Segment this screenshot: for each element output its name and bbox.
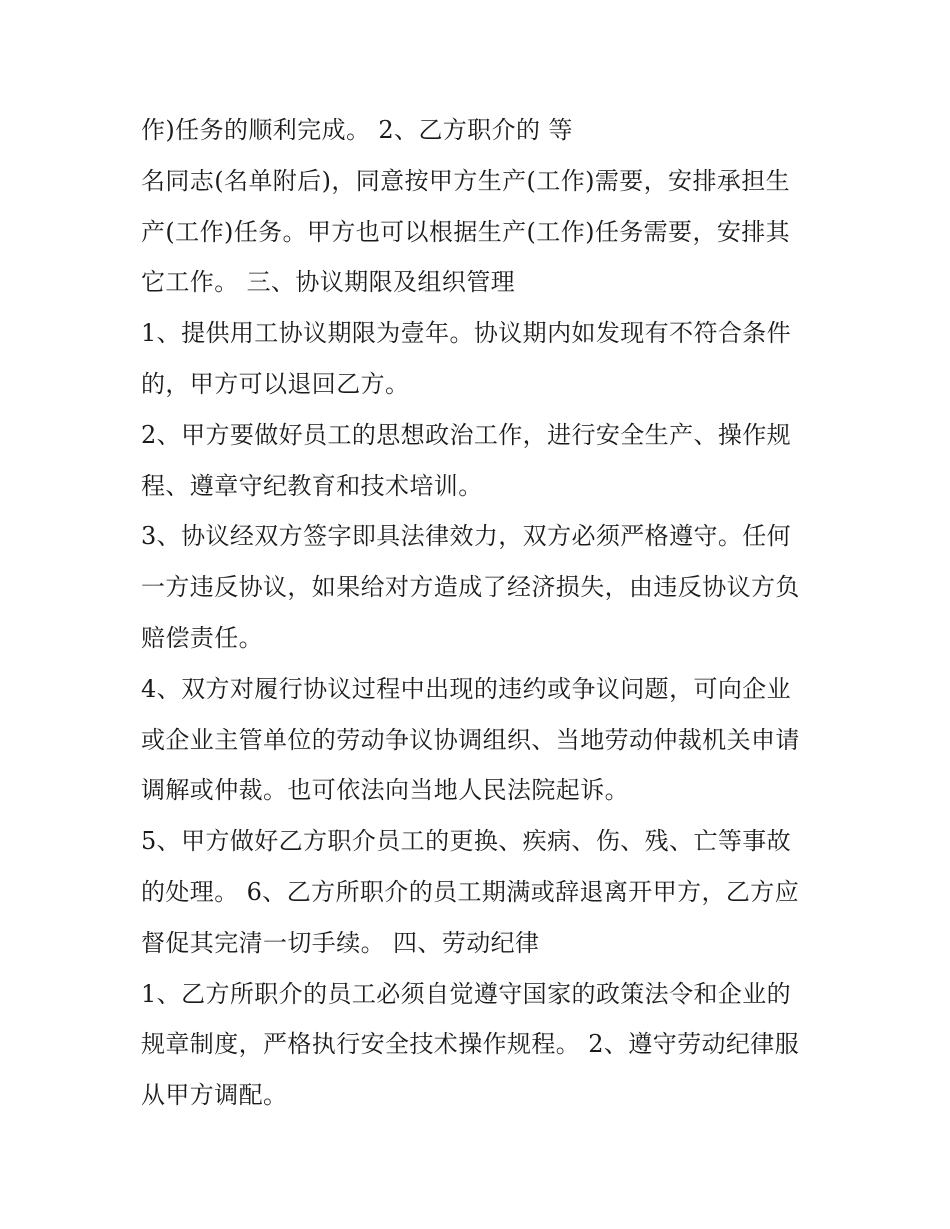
text-line: 产(工作)任务。甲方也可以根据生产(工作)任务需要，安排其 bbox=[141, 217, 791, 246]
text-line: 作)任务的顺利完成。 2、乙方职介的 等 bbox=[141, 116, 573, 144]
text-line: 程、遵章守纪教育和技术培训。 bbox=[141, 471, 483, 500]
text-line: 调解或仲裁。也可依法向当地人民法院起诉。 bbox=[141, 776, 629, 805]
text-line: 规章制度，严格执行安全技术操作规程。 2、遵守劳动纪律服 bbox=[141, 1030, 800, 1059]
text-line: 4、双方对履行协议过程中出现的违约或争议问题，可向企业 bbox=[141, 674, 792, 703]
text-line: 的，甲方可以退回乙方。 bbox=[141, 369, 410, 398]
text-line: 名同志(名单附后)，同意按甲方生产(工作)需要，安排承担生 bbox=[141, 166, 791, 195]
text-line: 2、甲方要做好员工的思想政治工作，进行安全生产、操作规 bbox=[141, 420, 792, 449]
text-line: 的处理。 6、乙方所职介的员工期满或辞退离开甲方，乙方应 bbox=[141, 877, 800, 906]
text-line: 它工作。 三、协议期限及组织管理 bbox=[141, 268, 516, 297]
text-line: 5、甲方做好乙方职介员工的更换、疾病、伤、残、亡等事故 bbox=[141, 827, 792, 856]
text-line: 1、提供用工协议期限为壹年。协议期内如发现有不符合条件 bbox=[141, 319, 792, 348]
text-line: 从甲方调配。 bbox=[141, 1081, 288, 1110]
text-line: 赔偿责任。 bbox=[141, 623, 263, 652]
text-line: 一方违反协议，如果给对方造成了经济损失，由违反协议方负 bbox=[141, 573, 800, 602]
text-line: 1、乙方所职介的员工必须自觉遵守国家的政策法令和企业的 bbox=[141, 979, 792, 1008]
text-line: 督促其完清一切手续。 四、劳动纪律 bbox=[141, 928, 540, 957]
document-body bbox=[141, 108, 841, 1124]
text-line: 3、协议经双方签字即具法律效力，双方必须严格遵守。任何 bbox=[141, 522, 792, 551]
text-line: 或企业主管单位的劳动争议协调组织、当地劳动仲裁机关申请 bbox=[141, 725, 800, 754]
